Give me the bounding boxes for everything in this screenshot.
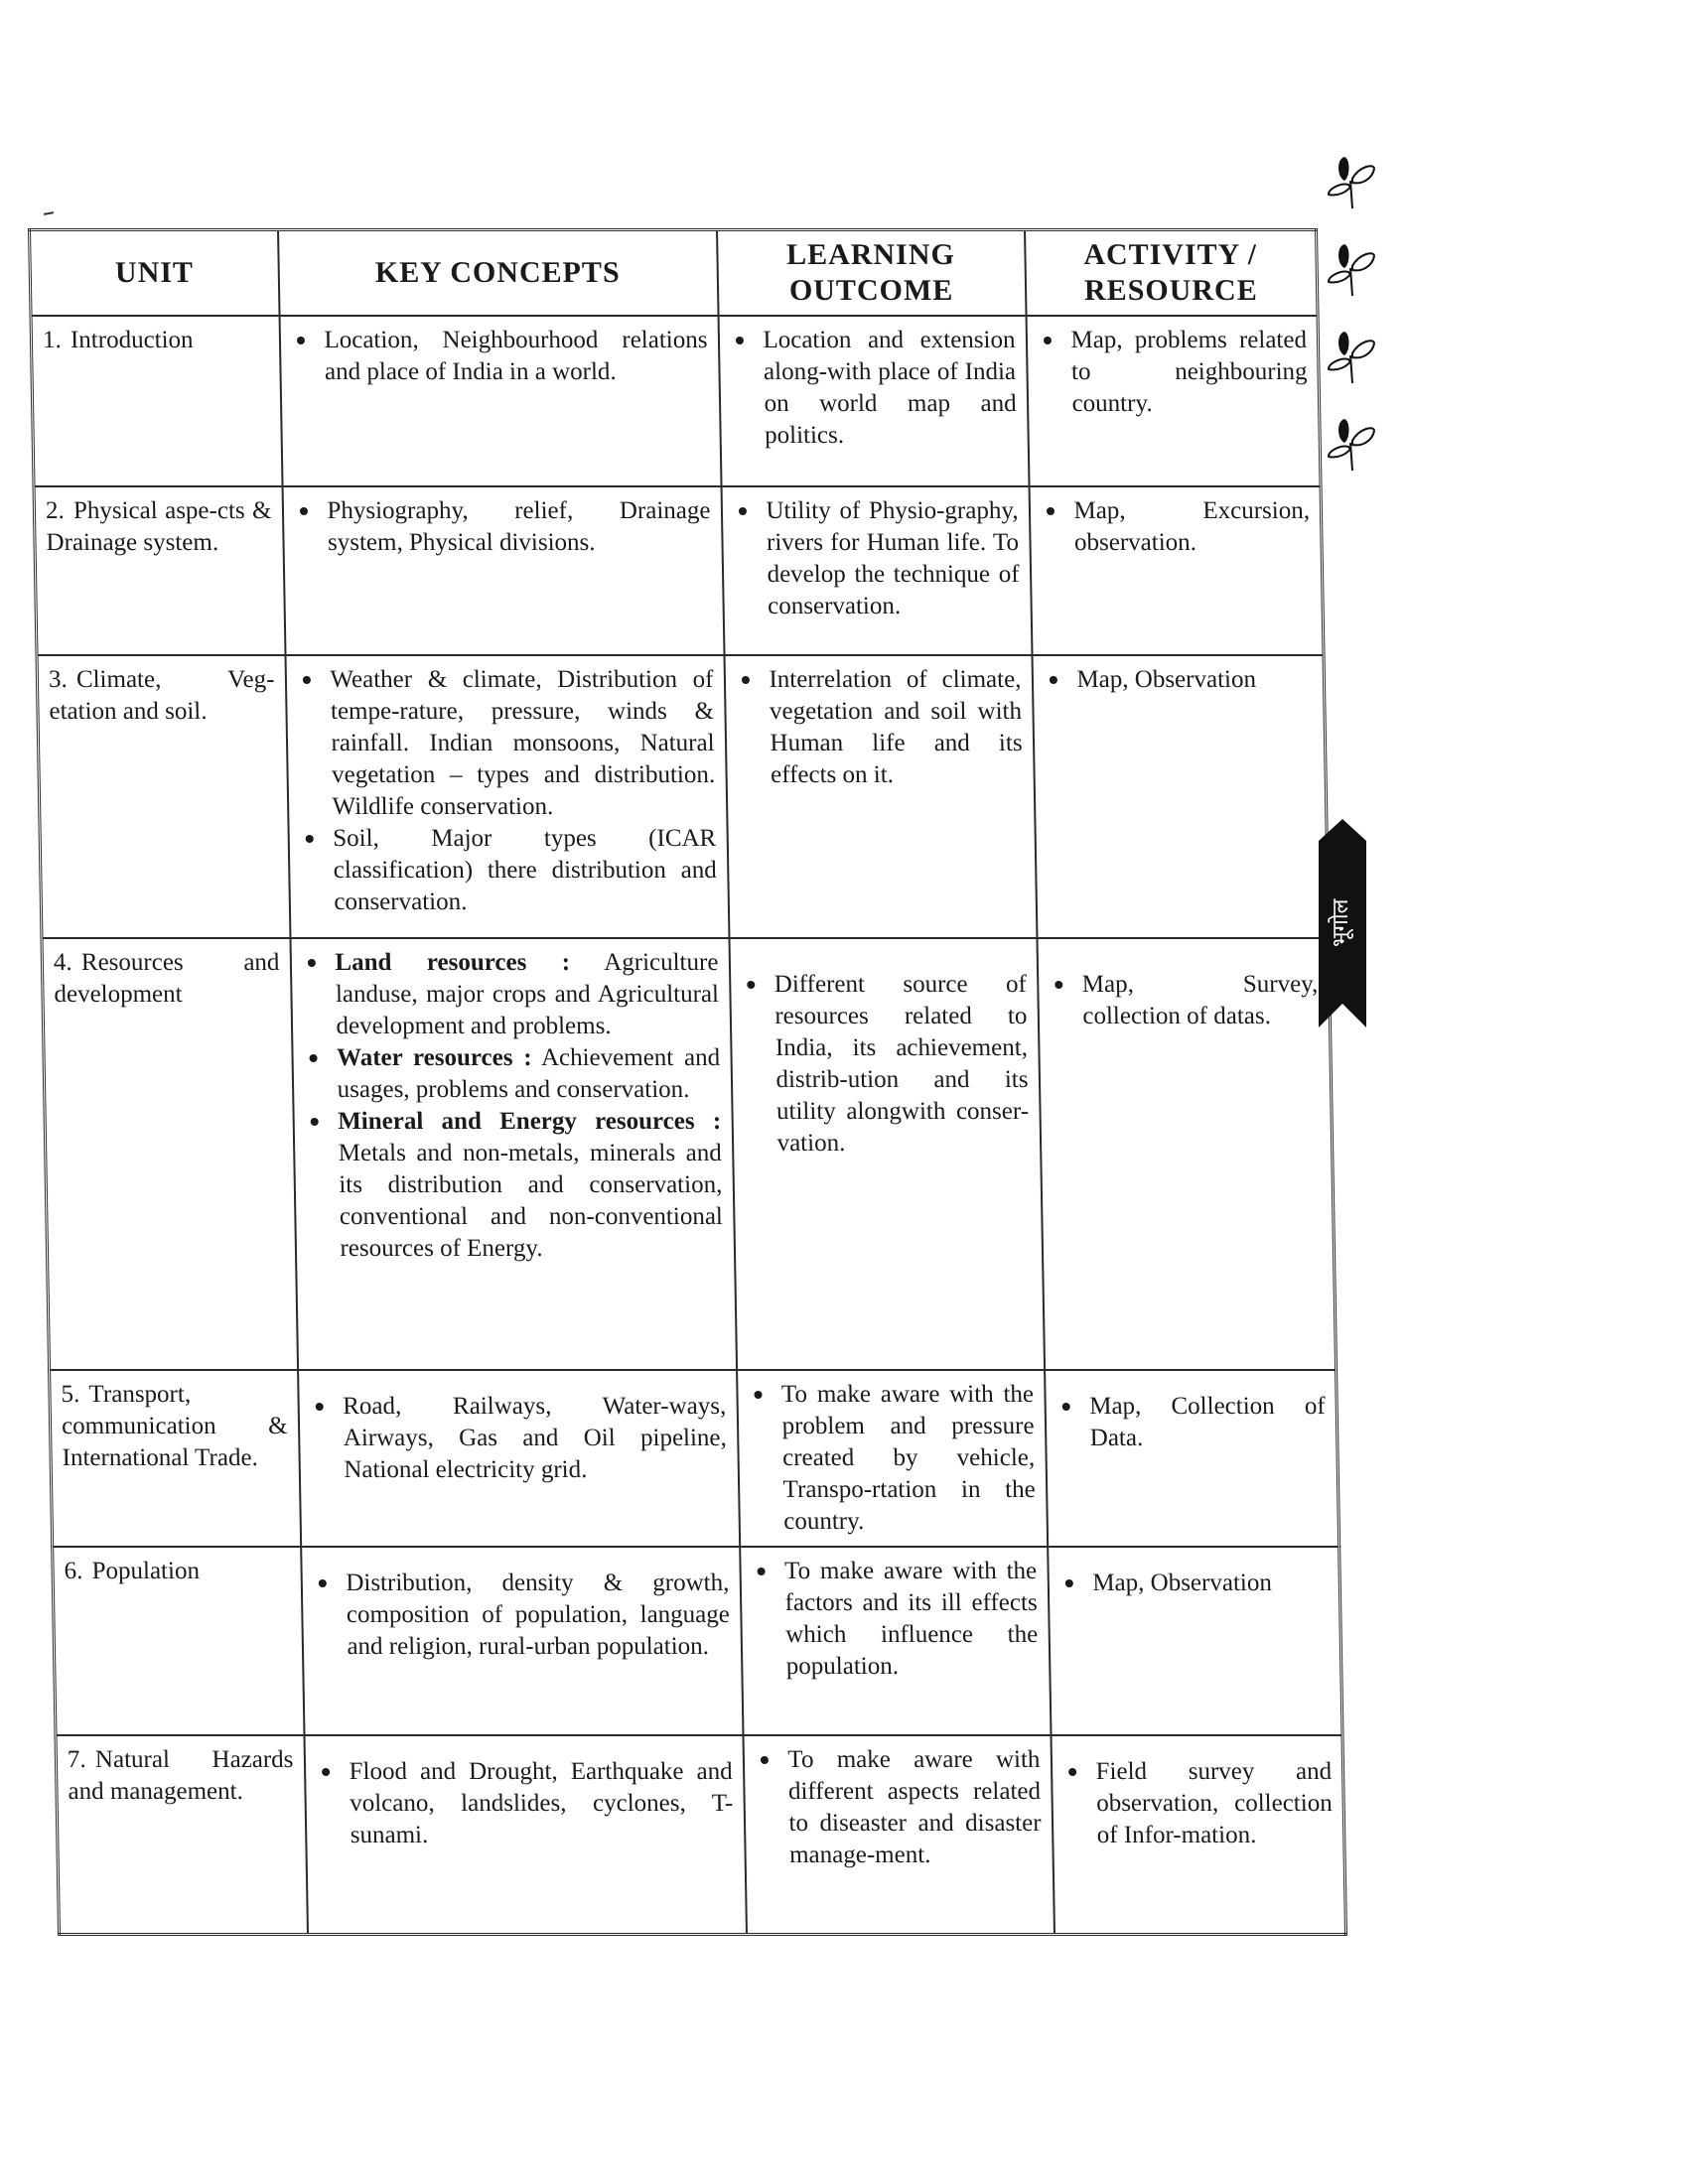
activity-item: Map, Observation bbox=[1043, 664, 1313, 696]
unit-cell bbox=[34, 486, 285, 655]
syllabus-table bbox=[28, 228, 1347, 1936]
bullet-icon bbox=[315, 1403, 323, 1411]
table-header-row bbox=[30, 230, 1319, 317]
key-concepts-cell bbox=[304, 1735, 746, 1934]
learning-outcome-cell bbox=[724, 655, 1037, 938]
bullet-icon bbox=[318, 1579, 326, 1587]
bullet-icon bbox=[302, 676, 310, 684]
header-key-concepts: KEY CONCEPTS bbox=[278, 230, 719, 317]
activity-item: Map, Observation bbox=[1058, 1568, 1329, 1599]
learning-outcome-item: Location and extension along-with place of India on world map and politics. bbox=[729, 325, 1017, 452]
learning-outcome-item: Interrelation of climate, vegetation and soil with Human life and its effects on it. bbox=[735, 664, 1023, 791]
bullet-icon bbox=[738, 507, 746, 515]
unit-cell bbox=[31, 316, 282, 486]
table-row bbox=[53, 1547, 1342, 1735]
table-row bbox=[50, 1370, 1339, 1547]
unit-title: Resources and development bbox=[54, 949, 280, 1008]
bullet-icon bbox=[307, 959, 315, 967]
table-row bbox=[56, 1735, 1345, 1934]
bullet-icon bbox=[757, 1568, 765, 1575]
learning-outcome-item: Utility of Physio-graphy, rivers for Human life. To develop the technique of conservation. bbox=[732, 495, 1020, 622]
key-concepts-cell bbox=[279, 316, 721, 486]
unit-title: Population bbox=[91, 1558, 201, 1584]
key-concept-item: Land resources : Agriculture landuse, major crops and Agricultural development and problems. bbox=[301, 947, 720, 1042]
leaf-ornament-icon bbox=[1323, 324, 1382, 387]
bullet-icon bbox=[1046, 507, 1054, 515]
key-concepts-cell bbox=[298, 1370, 740, 1547]
key-concept-item: Mineral and Energy resources : Metals and non-metals, minerals and its distribution and conservation, conventional and non-conventional resources of Energy. bbox=[304, 1106, 724, 1265]
table-row bbox=[42, 938, 1336, 1370]
key-concepts-cell bbox=[282, 486, 724, 655]
unit-cell bbox=[53, 1547, 304, 1735]
activity-item: Map, Collection of Data. bbox=[1055, 1391, 1327, 1454]
unit-title: Natural Hazards and management. bbox=[68, 1746, 294, 1805]
activity-cell bbox=[1045, 1370, 1339, 1547]
table-row bbox=[37, 655, 1329, 938]
unit-cell bbox=[56, 1735, 307, 1934]
unit-number: 3. bbox=[48, 666, 68, 693]
leaf-ornament-icon bbox=[1323, 236, 1382, 300]
scan-mark bbox=[44, 211, 54, 215]
bullet-icon bbox=[309, 1054, 317, 1062]
bullet-icon bbox=[299, 507, 307, 515]
unit-number: 5. bbox=[61, 1381, 80, 1408]
bullet-icon bbox=[754, 1391, 762, 1399]
learning-outcome-cell bbox=[721, 486, 1032, 655]
table-row bbox=[31, 316, 1321, 486]
learning-outcome-cell bbox=[743, 1735, 1054, 1934]
unit-cell bbox=[42, 938, 298, 1370]
bullet-icon bbox=[741, 676, 749, 684]
learning-outcome-item: To make aware with the factors and its ill effects which influence the population. bbox=[751, 1556, 1039, 1683]
unit-title: Physical aspe-cts & Drainage system. bbox=[46, 497, 272, 556]
learning-outcome-item: Different source of resources related to India, its achievement, distrib-ution and its utility alongwith conser-vation. bbox=[741, 969, 1030, 1160]
key-concept-item: Road, Railways, Water-ways, Airways, Gas and Oil pipeline, National electricity grid. bbox=[309, 1391, 728, 1486]
activity-cell bbox=[1037, 938, 1336, 1370]
bullet-icon bbox=[1055, 981, 1062, 989]
bullet-icon bbox=[1068, 1768, 1076, 1776]
header-unit: UNIT bbox=[30, 230, 280, 317]
learning-outcome-cell bbox=[737, 1370, 1048, 1547]
key-concepts-cell bbox=[285, 655, 729, 938]
activity-cell bbox=[1032, 655, 1329, 938]
unit-number: 1. bbox=[42, 327, 62, 353]
bullet-icon bbox=[1049, 676, 1056, 684]
learning-outcome-cell bbox=[729, 938, 1045, 1370]
unit-title: Transport, communication & International Trade. bbox=[61, 1381, 288, 1471]
activity-cell bbox=[1051, 1735, 1345, 1934]
key-concepts-cell bbox=[290, 938, 737, 1370]
bullet-icon bbox=[322, 1768, 330, 1776]
header-activity-resource: ACTIVITY / RESOURCE bbox=[1025, 230, 1319, 317]
key-concept-item: Flood and Drought, Earthquake and volcano, landslides, cyclones, T-sunami. bbox=[315, 1756, 734, 1851]
key-concept-item: Physiography, relief, Drainage system, Physical divisions. bbox=[293, 495, 711, 559]
bullet-icon bbox=[735, 337, 743, 344]
leaf-ornament-column bbox=[1323, 149, 1392, 498]
unit-title: Climate, Veg-etation and soil. bbox=[49, 666, 275, 725]
activity-item: Map, Survey, collection of datas. bbox=[1049, 969, 1320, 1032]
key-concepts-cell bbox=[301, 1547, 743, 1735]
header-learning-outcome: LEARNING OUTCOME bbox=[717, 230, 1027, 317]
key-concept-item: Water resources : Achievement and usages, problems and conservation. bbox=[303, 1042, 721, 1106]
unit-number: 4. bbox=[53, 949, 72, 976]
unit-number: 7. bbox=[67, 1746, 86, 1773]
bullet-icon bbox=[1064, 1579, 1072, 1587]
bullet-icon bbox=[296, 337, 304, 344]
leaf-ornament-icon bbox=[1323, 411, 1382, 475]
learning-outcome-item: To make aware with the problem and pressure created by vehicle, Transpo-rtation in the country. bbox=[748, 1379, 1037, 1538]
activity-cell bbox=[1048, 1547, 1342, 1735]
key-concept-item: Weather & climate, Distribution of tempe-rature, pressure, winds & rainfall. Indian monsoons, Natural vegetation – types and distribution. Wildlife conservation. bbox=[296, 664, 716, 823]
unit-number: 6. bbox=[64, 1558, 83, 1584]
section-ribbon-label: भूगोल bbox=[1329, 898, 1353, 948]
activity-item: Map, Excursion, observation. bbox=[1040, 495, 1311, 559]
learning-outcome-cell bbox=[718, 316, 1029, 486]
activity-item: Map, problems related to neighbouring country. bbox=[1037, 325, 1308, 420]
bullet-icon bbox=[1043, 337, 1051, 344]
bullet-icon bbox=[1061, 1403, 1069, 1411]
key-concept-item: Soil, Major types (ICAR classification) there distribution and conservation. bbox=[299, 823, 718, 918]
activity-cell bbox=[1026, 316, 1321, 486]
bullet-icon bbox=[305, 835, 313, 843]
learning-outcome-cell bbox=[740, 1547, 1051, 1735]
unit-cell bbox=[50, 1370, 301, 1547]
unit-cell bbox=[37, 655, 290, 938]
syllabus-table-container bbox=[28, 228, 1344, 1936]
leaf-ornament-icon bbox=[1323, 149, 1382, 212]
unit-number: 2. bbox=[45, 497, 65, 524]
bullet-icon bbox=[747, 981, 755, 989]
unit-title: Introduction bbox=[70, 327, 194, 353]
key-concept-item: Distribution, density & growth, composition of population, language and religion, rural-urban population. bbox=[312, 1568, 731, 1663]
learning-outcome-item: To make aware with different aspects related to diseaster and disaster manage-ment. bbox=[754, 1744, 1042, 1871]
table-row bbox=[34, 486, 1324, 655]
bullet-icon bbox=[760, 1756, 768, 1764]
bullet-icon bbox=[310, 1118, 318, 1126]
key-concept-item: Location, Neighbourhood relations and place of India in a world. bbox=[290, 325, 708, 388]
activity-cell bbox=[1029, 486, 1324, 655]
activity-item: Field survey and observation, collection of Infor-mation. bbox=[1061, 1756, 1333, 1851]
